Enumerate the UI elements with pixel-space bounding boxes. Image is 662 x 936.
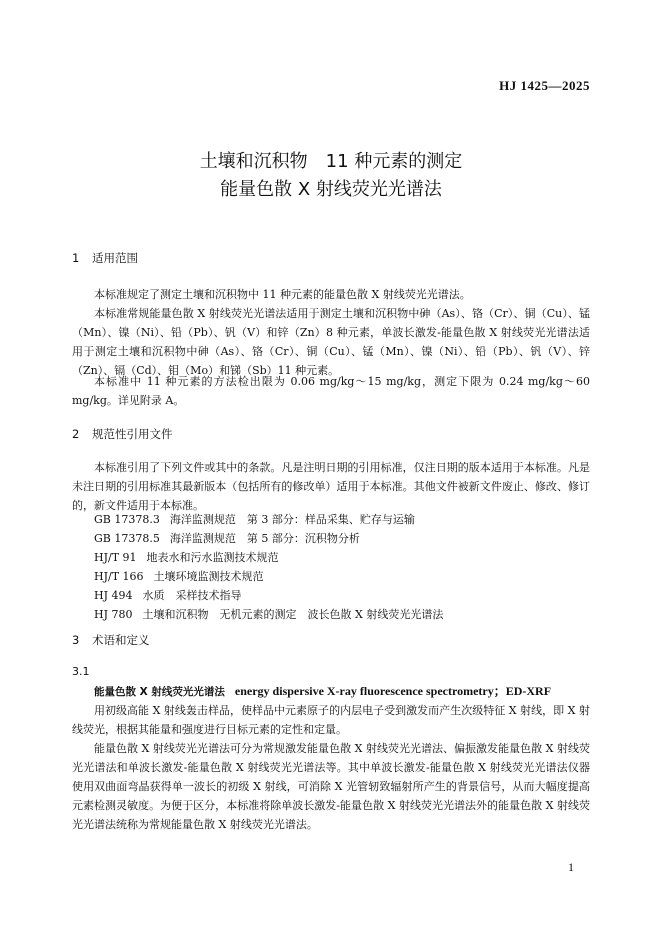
section-3-paragraph-1: 用初级高能 X 射线轰击样品，使样品中元素原子的内层电子受到激发而产生次级特征 X 射线，即 X 射线荧光，根据其能量和强度进行目标元素的定性和定量。 <box>72 704 590 736</box>
section-2-intro: 本标准引用了下列文件或其中的条款。凡是注明日期的引用标准，仅注日期的版本适用于本标准。凡是未注日期的引用标准其最新版本（包括所有的修改单）适用于本标准。其他文件被新文件废止、修改、修订的，新文件适用于本标准。 <box>72 461 590 512</box>
section-1-paragraph-2: 本标准常规能量色散 X 射线荧光光谱法适用于测定土壤和沉积物中砷（As）、铬（Cr）、铜（Cu）、锰（Mn）、镍（Ni）、铅（Pb）、钒（V）和锌（Zn）8 种元素，单波长激发-能量色散 X 射线荧光光谱法适用于测定土壤和沉积物中砷（As）、铬（Cr）、铜（Cu）、锰（Mn）、镍（Ni）、铅（Pb）、钒（V）、锌（Zn）、镉（Cd）、钼（Mo）和锑（Sb）11 种元素。 <box>72 307 590 377</box>
section-3-paragraph-2: 能量色散 X 射线荧光光谱法可分为常规激发能量色散 X 射线荧光光谱法、偏振激发能量色散 X 射线荧光光谱法和单波长激发-能量色散 X 射线荧光光谱法等。其中单波长激发-能量色散 X 射线荧光光谱法仪器使用双曲面弯晶获得单一波长的初级 X 射线，可消除 X 光管轫致辐射所产生的背景信号，从而大幅度提高元素检测灵敏度。为便于区分，本标准将除单波长激发-能量色散 X 射线荧光光谱法外的能量色散 X 射线荧光光谱法统称为常规能量色散 X 射线荧光光谱法。 <box>72 742 590 831</box>
document-title-line1: 土壤和沉积物 11 种元素的测定 <box>199 151 463 172</box>
page-number: 1 <box>568 860 574 874</box>
section-2-heading <box>72 426 173 442</box>
standard-number: HJ 1425—2025 <box>499 78 590 93</box>
section-1-heading <box>72 250 138 266</box>
term-english: energy dispersive X-ray fluorescence spectrometry；ED-XRF <box>234 684 552 698</box>
section-3-heading <box>72 632 150 648</box>
term-chinese: 能量色散 X 射线荧光光谱法 <box>94 686 225 698</box>
reference-item: HJ 494 水质 采样技术指导 <box>94 589 242 602</box>
section-title: 规范性引用文件 <box>92 427 173 441</box>
reference-item: GB 17378.5 海洋监测规范 第 5 部分：沉积物分析 <box>94 532 360 545</box>
reference-item: HJ/T 91 地表水和污水监测技术规范 <box>94 551 279 564</box>
section-number: 1 <box>72 251 80 265</box>
term-entry <box>94 682 551 702</box>
subsection-number: 3.1 <box>72 665 90 678</box>
reference-item: HJ 780 土壤和沉积物 无机元素的测定 波长色散 X 射线荧光光谱法 <box>94 608 444 621</box>
section-number: 2 <box>72 427 80 441</box>
reference-item: GB 17378.3 海洋监测规范 第 3 部分：样品采集、贮存与运输 <box>94 513 415 526</box>
section-title: 适用范围 <box>92 251 138 265</box>
section-1-paragraph-3: 本标准中 11 种元素的方法检出限为 0.06 mg/kg～15 mg/kg，测定下限为 0.24 mg/kg～60 mg/kg。详见附录 A。 <box>72 375 590 407</box>
section-number: 3 <box>72 633 80 647</box>
document-title-line2: 能量色散 X 射线荧光光谱法 <box>220 179 442 200</box>
section-title: 术语和定义 <box>92 633 150 647</box>
section-1-paragraph-1: 本标准规定了测定土壤和沉积物中 11 种元素的能量色散 X 射线荧光光谱法。 <box>94 288 471 301</box>
reference-item: HJ/T 166 土壤环境监测技术规范 <box>94 570 264 583</box>
